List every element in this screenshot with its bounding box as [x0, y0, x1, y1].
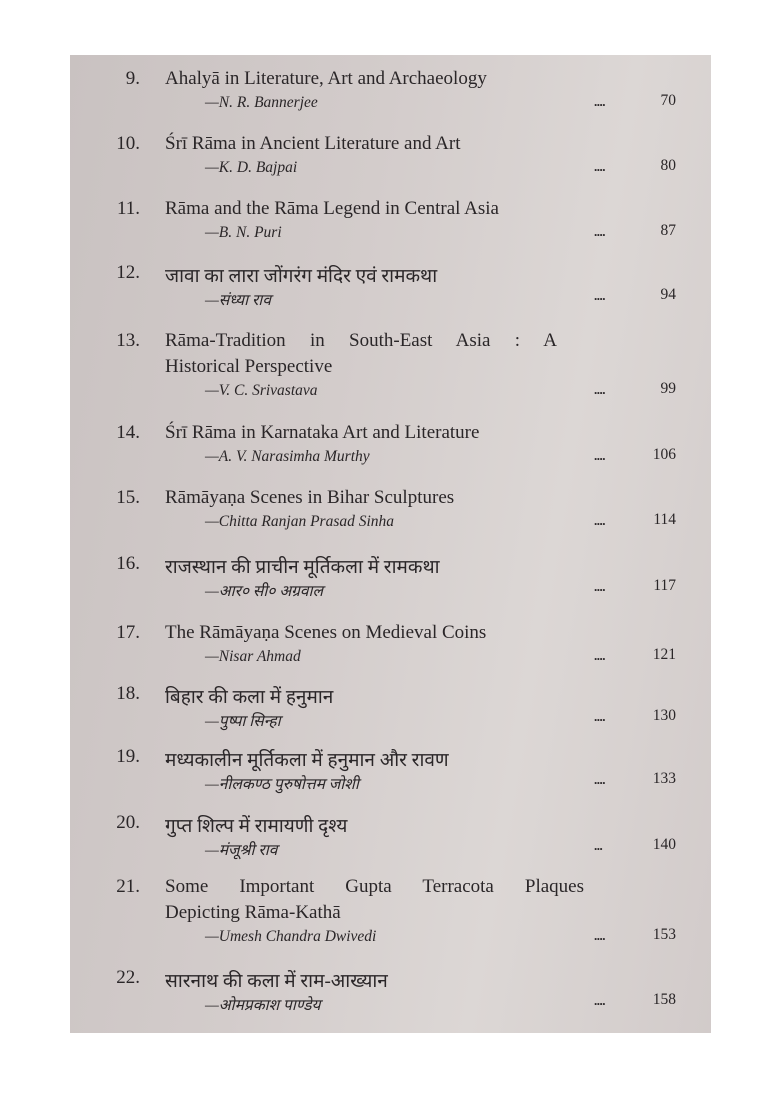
entry-title: Historical Perspective: [165, 356, 333, 377]
entry-number: 9.: [125, 68, 140, 89]
page-number: 106: [652, 446, 676, 463]
leader-dots: ....: [594, 772, 605, 787]
page-number: 121: [652, 646, 676, 663]
entry-number: 13.: [116, 330, 140, 351]
entry-title: Śrī Rāma in Ancient Literature and Art: [165, 133, 461, 154]
entry-author: —आर० सी० अग्रवाल: [205, 583, 324, 600]
entry-author: —मंजूश्री राव: [205, 842, 278, 859]
leader-dots: ....: [594, 513, 605, 528]
page-number: 87: [660, 222, 676, 239]
leader-dots: ....: [594, 224, 605, 239]
page-number: 140: [652, 836, 676, 853]
entry-author: —K. D. Bajpai: [205, 159, 298, 176]
entry-author: —A. V. Narasimha Murthy: [205, 448, 370, 465]
entry-author: —B. N. Puri: [205, 224, 282, 241]
entry-title: Rāma-Tradition in South-East Asia : A: [165, 330, 557, 351]
leader-dots: ....: [594, 993, 605, 1008]
entry-title: मध्यकालीन मूर्तिकला में हनुमान और रावण: [165, 750, 449, 771]
leader-dots: ....: [594, 709, 605, 724]
entry-title: सारनाथ की कला में राम-आख्यान: [165, 971, 388, 992]
leader-dots: ....: [594, 94, 605, 109]
entry-author: —V. C. Srivastava: [205, 382, 318, 399]
leader-dots: ....: [594, 159, 605, 174]
entry-title: Śrī Rāma in Karnataka Art and Literature: [165, 422, 480, 443]
page-number: 153: [652, 926, 676, 943]
page-number: 133: [652, 770, 676, 787]
page-number: 130: [652, 707, 676, 724]
leader-dots: ....: [594, 382, 605, 397]
entry-number: 18.: [116, 683, 140, 704]
page-number: 114: [653, 511, 676, 528]
entry-author: —ओमप्रकाश पाण्डेय: [205, 997, 321, 1014]
page-number: 117: [653, 577, 676, 594]
entry-number: 16.: [116, 553, 140, 574]
entry-title: Ahalyā in Literature, Art and Archaeology: [165, 68, 487, 89]
page-number: 99: [660, 380, 676, 397]
entry-title: Rāma and the Rāma Legend in Central Asia: [165, 198, 499, 219]
entry-author: —Chitta Ranjan Prasad Sinha: [205, 513, 395, 530]
entry-title: Depicting Rāma-Kathā: [165, 902, 341, 923]
entry-number: 12.: [116, 262, 140, 283]
entry-author: —Umesh Chandra Dwivedi: [205, 928, 377, 945]
entry-number: 10.: [116, 133, 140, 154]
entry-title: राजस्थान की प्राचीन मूर्तिकला में रामकथा: [165, 557, 440, 578]
page-number: 158: [652, 991, 676, 1008]
entry-author: —Nisar Ahmad: [205, 648, 301, 665]
entry-number: 19.: [116, 746, 140, 767]
entry-title: Rāmāyaṇa Scenes in Bihar Sculptures: [165, 487, 455, 508]
leader-dots: ....: [594, 928, 605, 943]
entry-title: जावा का लारा जोंगरंग मंदिर एवं रामकथा: [165, 266, 438, 287]
entry-number: 17.: [116, 622, 140, 643]
entry-number: 21.: [116, 876, 140, 897]
entry-number: 14.: [116, 422, 140, 443]
page-number: 94: [660, 286, 676, 303]
entry-title: The Rāmāyaṇa Scenes on Medieval Coins: [165, 622, 487, 643]
leader-dots: ....: [594, 288, 605, 303]
entry-author: —N. R. Bannerjee: [205, 94, 318, 111]
entry-author: —पुष्पा सिन्हा: [205, 713, 281, 730]
page-number: 80: [660, 157, 676, 174]
entry-number: 20.: [116, 812, 140, 833]
entry-title: बिहार की कला में हनुमान: [165, 687, 334, 708]
entry-number: 11.: [116, 198, 140, 219]
entry-number: 15.: [116, 487, 140, 508]
leader-dots: ....: [594, 579, 605, 594]
entry-author: —नीलकण्ठ पुरुषोत्तम जोशी: [205, 776, 359, 793]
entry-title: Some Important Gupta Terracota Plaques: [165, 876, 584, 897]
page-number: 70: [660, 92, 676, 109]
leader-dots: ....: [594, 648, 605, 663]
entry-title: गुप्त शिल्प में रामायणी दृश्य: [165, 816, 348, 837]
entry-number: 22.: [116, 967, 140, 988]
entry-author: —संध्या राव: [205, 292, 271, 309]
leader-dots: ....: [594, 448, 605, 463]
leader-dots: ...: [594, 838, 603, 853]
